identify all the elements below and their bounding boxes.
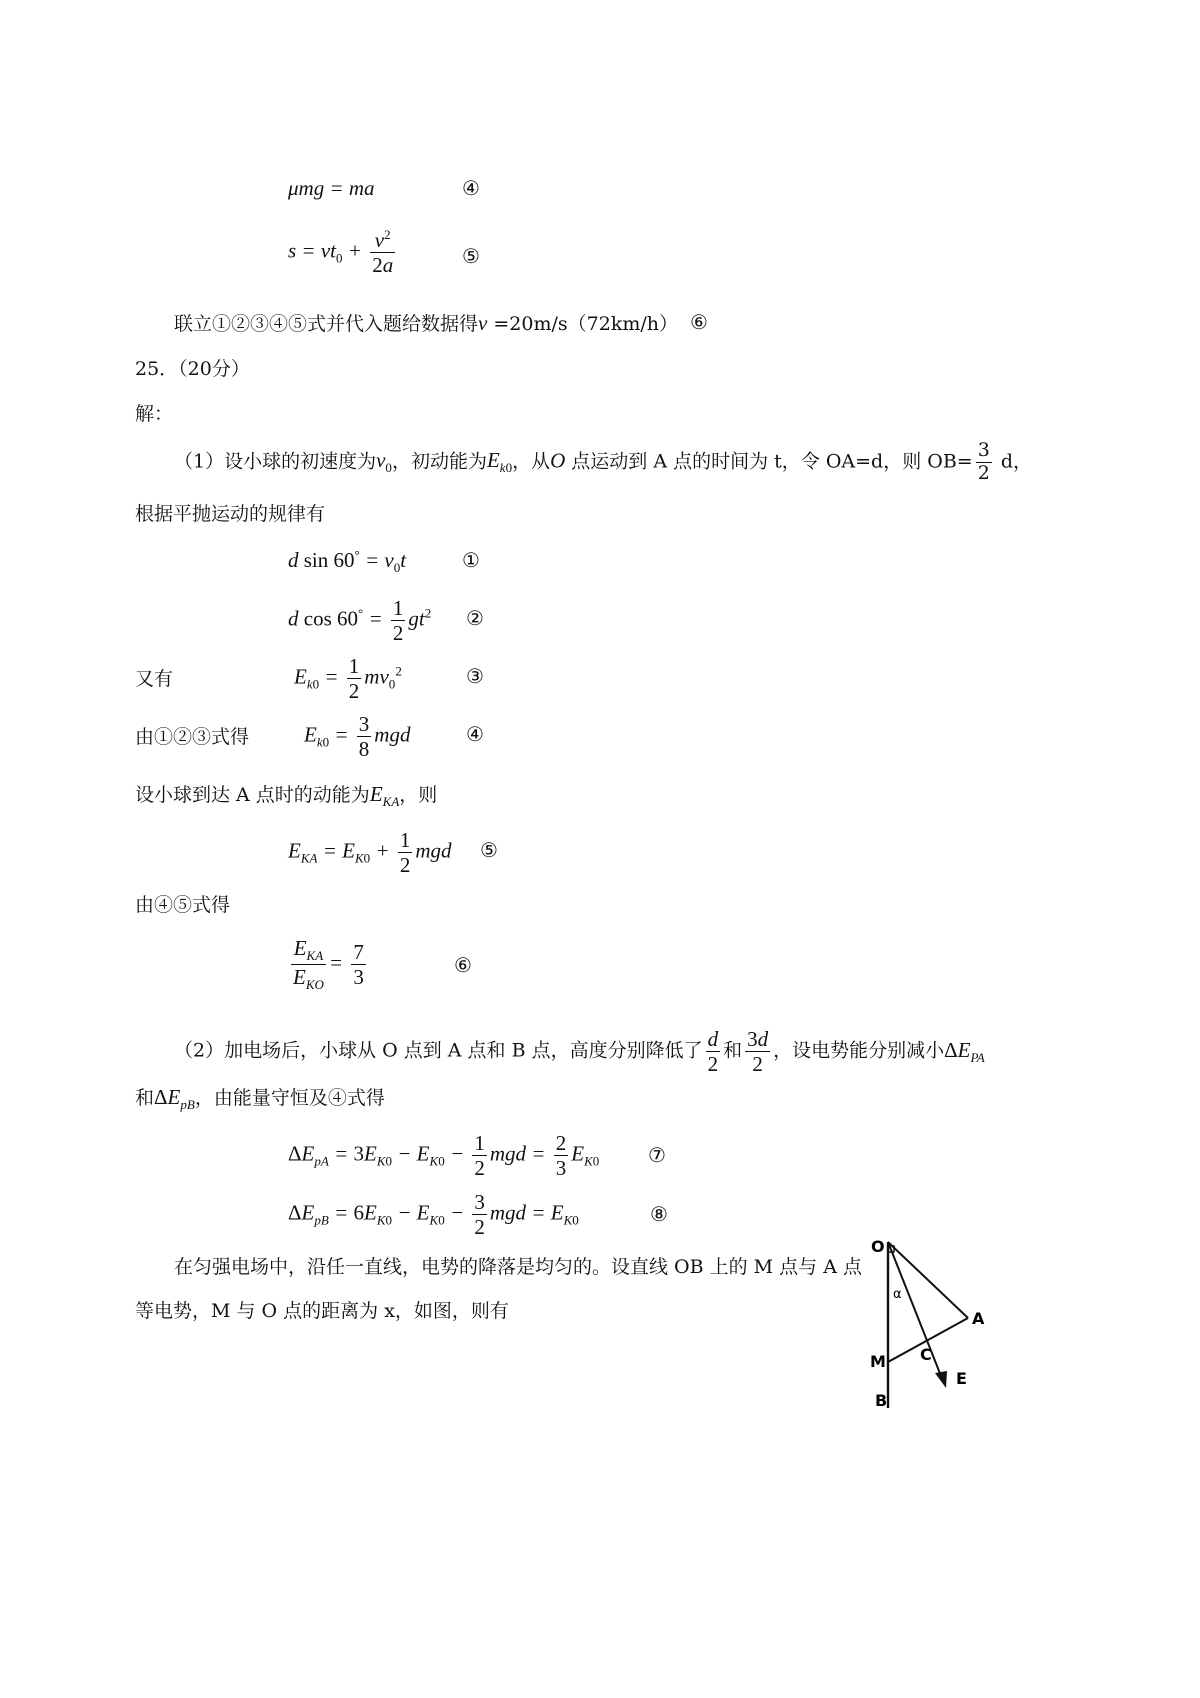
set-ka-end: ，则 [399, 784, 438, 806]
joint-result-var: v [478, 311, 488, 335]
part1-text-d: 点运动到 A 点的时间为 t，令 OA=d，则 OB= [565, 450, 973, 473]
part1-text-e: d， [994, 450, 1032, 473]
arrow-e-icon [935, 1371, 947, 1388]
equation-tag: ⑥ [454, 953, 472, 977]
line-oe [888, 1242, 943, 1381]
label-o: O [871, 1237, 885, 1256]
equation-tag: ⑧ [650, 1202, 668, 1226]
part2-text-he: 和 [723, 1039, 743, 1062]
equation-ratio: $\frac{E_{KA}}{E_{KO}}$ = $\frac{7}{3}$ [293, 936, 364, 993]
set-ka-text: 设小球到达 A 点时的动能为 [135, 784, 370, 806]
equation-potential-a: $\Delta E_{pA} = 3E_{K0} - E_{K0}$ − $\frac{1}{2}$ mgd = $\frac{2}{3}$ $E_{K0}$ [288, 1131, 600, 1181]
equation-tag: ② [466, 606, 484, 630]
part1-text-c: ，从 [512, 450, 551, 473]
equation-tag: ⑤ [462, 244, 480, 268]
derive-label-123: 由①②③式得 [135, 726, 250, 748]
equation-vertical: d cos 60° = $\frac{1}{2}$ $gt^2$ [288, 596, 432, 646]
joint-result-line [174, 309, 678, 336]
part2-line2-b: ，由能量守恒及④式得 [194, 1087, 385, 1109]
equation-potential-b: $\Delta E_{pB} = 6E_{K0} - E_{K0}$ − $\frac{3}{2}$ mgd = $E_{K0}$ [288, 1190, 579, 1240]
part2-intro: （2）加电场后，小球从 O 点到 A 点和 B 点，高度分别降低了 $\frac{d}{2}$ 和 $\frac{3d}{2}$ ，设电势能分别减小$\Delta E_{PA}$ [174, 1027, 985, 1077]
equation-tag: ⑦ [648, 1143, 666, 1167]
label-alpha: α [893, 1287, 902, 1302]
equation-tag: ④ [466, 722, 484, 746]
solution-label: 解： [135, 403, 174, 425]
part1-line2: 根据平抛运动的规律有 [135, 503, 326, 525]
part1-intro: （1）设小球的初速度为$v_0$，初动能为$E_{k0}$，从O 点运动到 A 点的时间为 t，令 OA=d，则 OB= $\frac{3}{2}$ d， [174, 439, 1032, 484]
part2-line2: 和$\Delta E_{pB}$，由能量守恒及④式得 [135, 1085, 385, 1113]
label-c: C [920, 1345, 932, 1364]
uniform-field-line2: 等电势，M 与 O 点的距离为 x，如图，则有 [135, 1300, 509, 1322]
equation-horizontal: d $\sin 60^\circ = v_0t$ [288, 547, 407, 576]
field-diagram [860, 1230, 1000, 1412]
question-header: 25．（20分） [135, 358, 250, 380]
part2-text-b: ，设电势能分别减小 [773, 1039, 945, 1062]
line-oa [888, 1242, 968, 1318]
also-label: 又有 [135, 668, 174, 690]
set-ka-line: 设小球到达 A 点时的动能为$E_{KA}$，则 [135, 782, 438, 810]
equation-tag: ④ [462, 176, 480, 200]
equation-distance: $s = vt_0$ + $\frac{v^2}{2a}$ [288, 227, 394, 278]
part1-text-b: ，初动能为 [391, 450, 487, 473]
equation-tag: ⑥ [690, 310, 708, 334]
label-b: B [875, 1391, 888, 1410]
part1-text-a: （1）设小球的初速度为 [174, 450, 377, 473]
equation-kinetic-value: $E_{k0}$ = $\frac{3}{8}$ mgd [304, 712, 411, 762]
equation-tag: ③ [466, 664, 484, 688]
equation-kinetic-a: $E_{KA} = E_{K0}$ + $\frac{1}{2}$ mgd [288, 828, 452, 878]
label-a: A [972, 1309, 985, 1328]
equation-kinetic-initial: $E_{k0}$ = $\frac{1}{2}$ $mv_0^2$ [294, 654, 402, 704]
uniform-field-line1: 在匀强电场中，沿任一直线，电势的降落是均匀的。设直线 OB 上的 M 点与 A 点 [174, 1256, 862, 1278]
equation-friction: μmg = ma [288, 176, 375, 200]
equation-tag: ① [462, 548, 480, 572]
label-e: E [956, 1369, 967, 1388]
equation-tag: ⑤ [480, 838, 498, 862]
part2-text-a: （2）加电场后，小球从 O 点到 A 点和 B 点，高度分别降低了 [174, 1039, 703, 1062]
part2-line2-a: 和 [135, 1087, 155, 1109]
label-m: M [870, 1352, 886, 1371]
joint-result-text: 联立①②③④⑤式并代入题给数据得 [174, 313, 479, 335]
derive-label-45: 由④⑤式得 [135, 894, 231, 916]
joint-result-value: =20m/s（72km/h） [487, 313, 678, 335]
